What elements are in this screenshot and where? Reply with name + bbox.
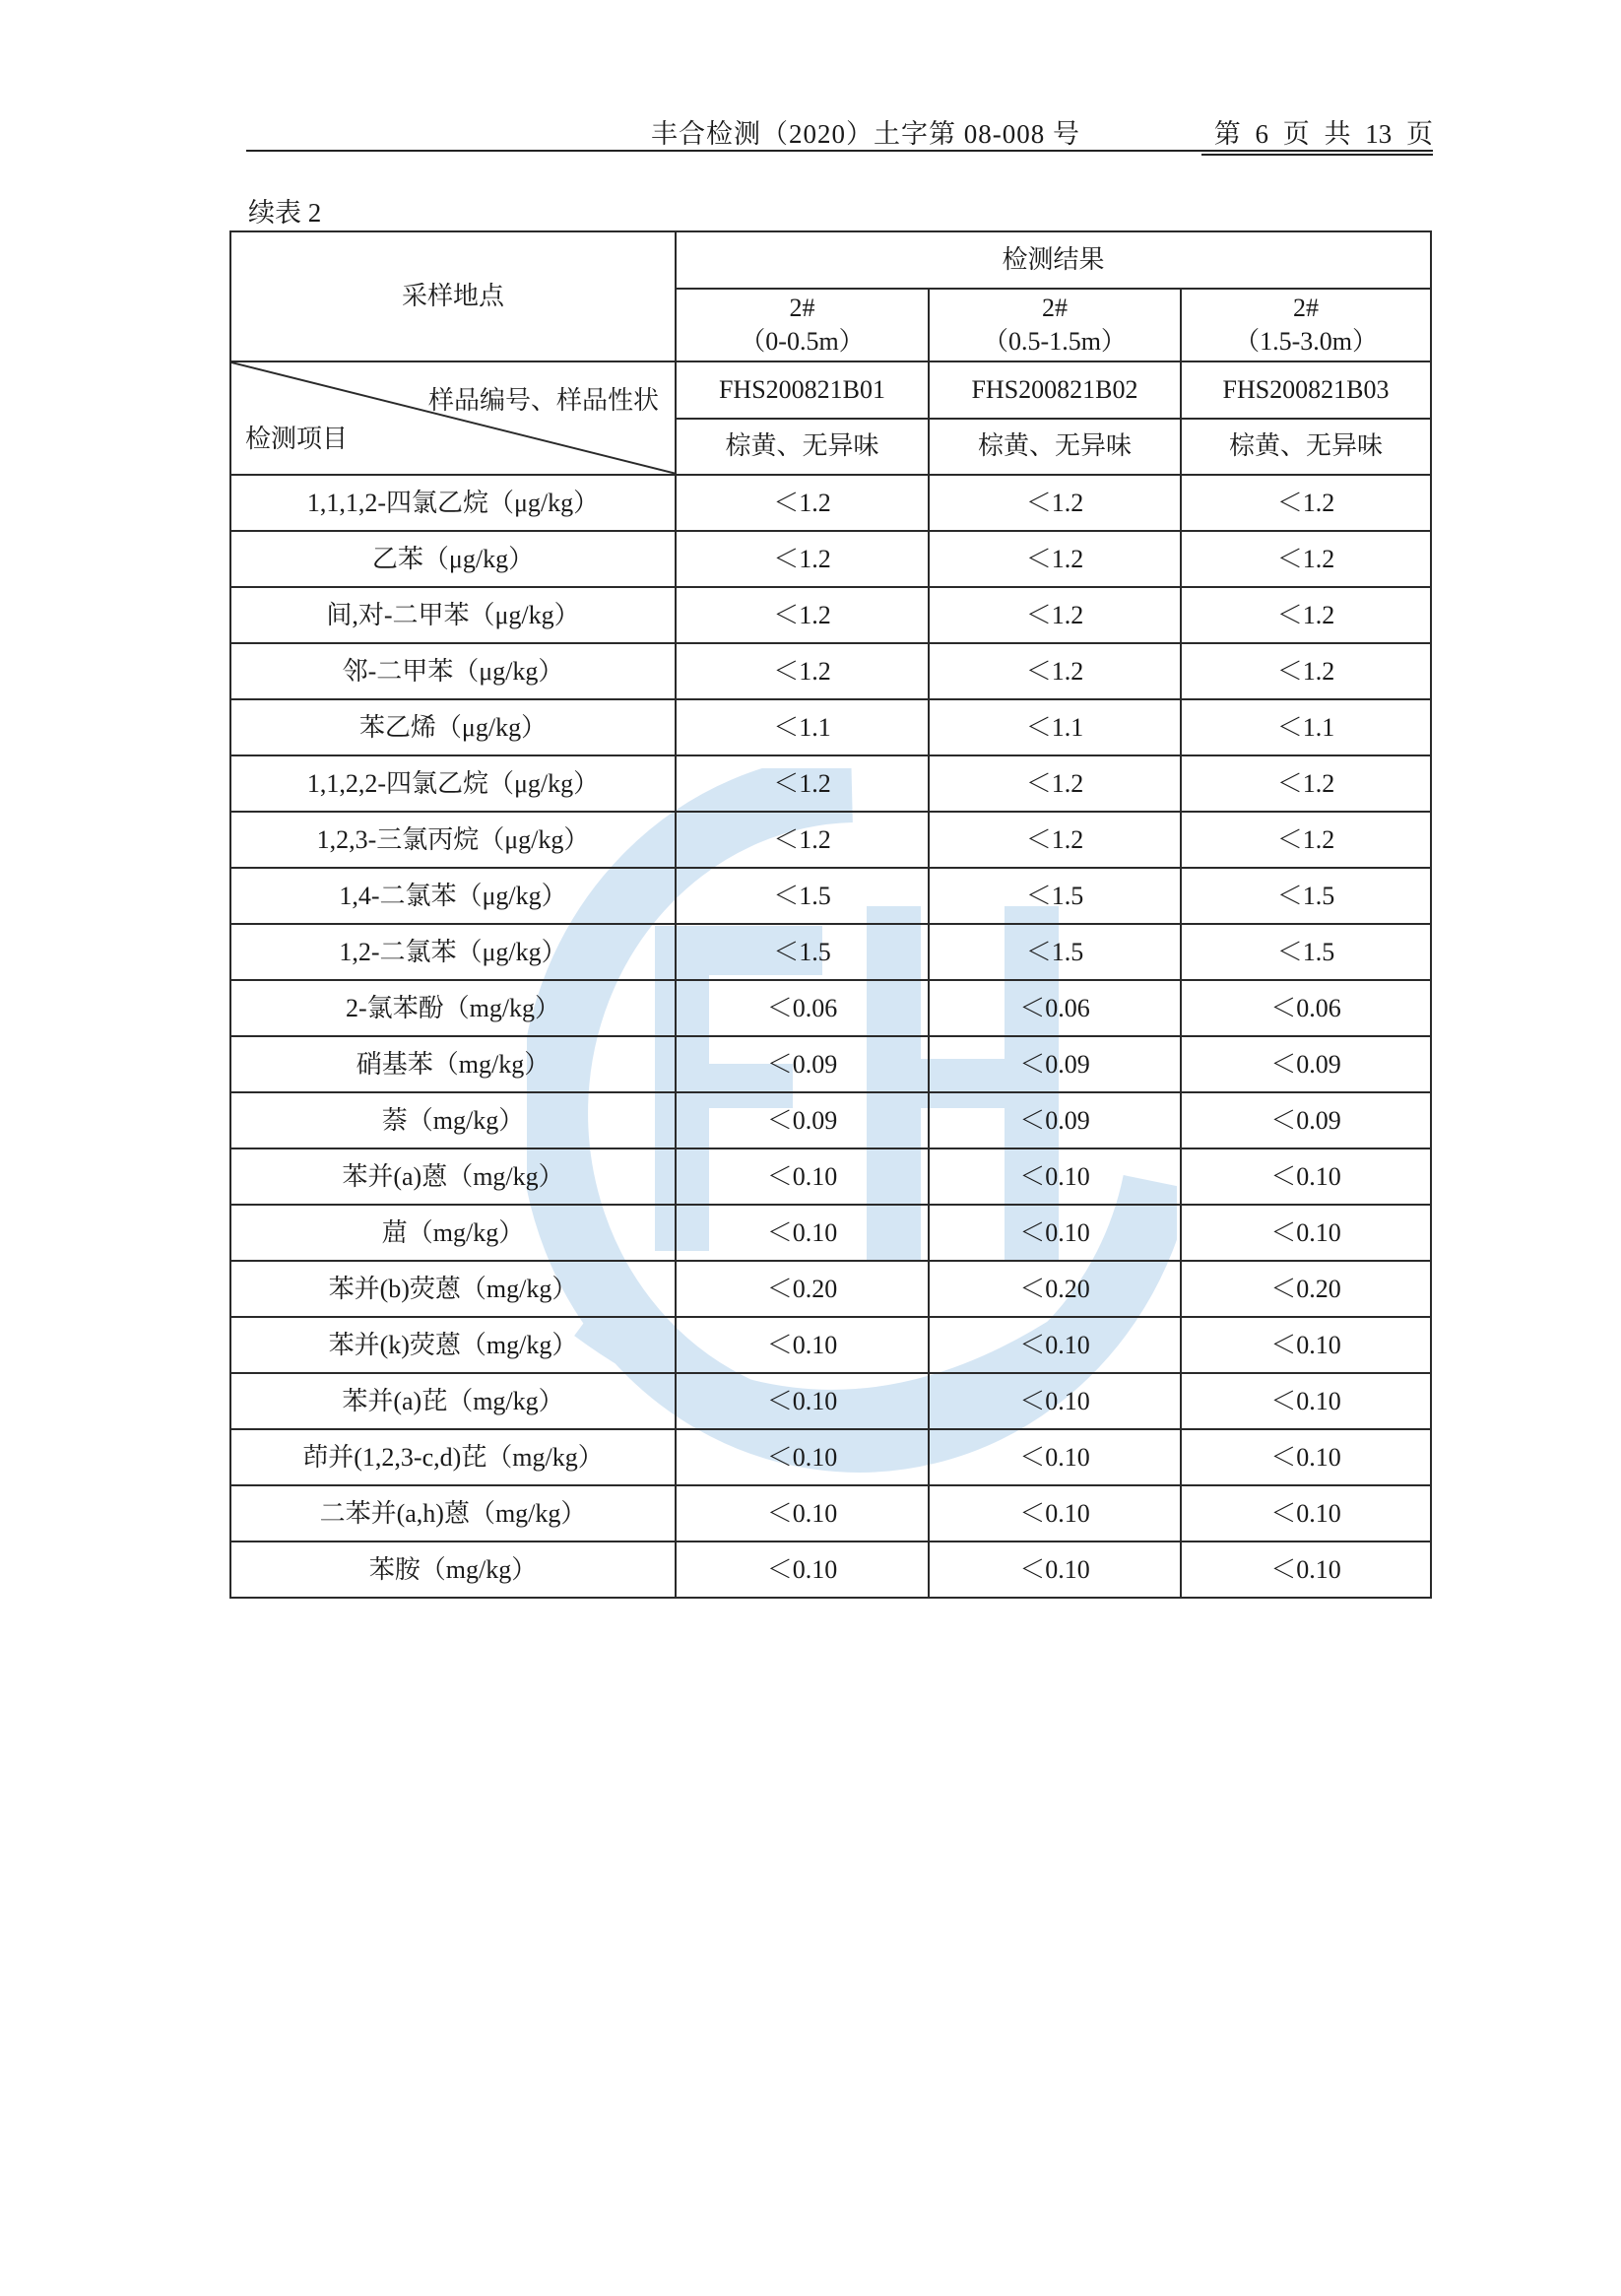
result-value-cell: ＜1.1 bbox=[929, 699, 1181, 755]
result-value-cell: ＜1.2 bbox=[929, 812, 1181, 868]
test-item-cell: 间,对-二甲苯（μg/kg） bbox=[230, 587, 676, 643]
table-row bbox=[230, 1485, 1431, 1542]
result-value-cell: ＜1.5 bbox=[929, 924, 1181, 980]
table-row bbox=[230, 812, 1431, 868]
result-value-cell: ＜1.2 bbox=[676, 475, 929, 531]
result-value-cell: ＜1.2 bbox=[1181, 587, 1431, 643]
page-info: 第 6 页 共 13 页 bbox=[1213, 119, 1433, 149]
test-item-cell: 1,2-二氯苯（μg/kg） bbox=[230, 924, 676, 980]
table-row bbox=[230, 587, 1431, 643]
result-value-cell: ＜0.10 bbox=[1181, 1205, 1431, 1261]
test-item-cell: 苯并(k)荧蒽（mg/kg） bbox=[230, 1317, 676, 1373]
sample-point: 2# bbox=[1042, 294, 1068, 322]
table-row bbox=[230, 1148, 1431, 1205]
result-value-cell: ＜1.1 bbox=[676, 699, 929, 755]
result-value-cell: ＜0.10 bbox=[1181, 1373, 1431, 1429]
test-item-cell: 苯乙烯（μg/kg） bbox=[230, 699, 676, 755]
sample-depth: （0-0.5m） bbox=[740, 327, 865, 356]
result-value-cell: ＜1.2 bbox=[929, 643, 1181, 699]
test-item-cell: 二苯并(a,h)蒽（mg/kg） bbox=[230, 1485, 676, 1542]
sample-depth: （1.5-3.0m） bbox=[1234, 327, 1378, 356]
result-value-cell: ＜0.10 bbox=[1181, 1148, 1431, 1205]
result-value-cell: ＜0.10 bbox=[1181, 1485, 1431, 1542]
test-item-cell: 乙苯（μg/kg） bbox=[230, 531, 676, 587]
sample-property-cell: 棕黄、无异味 bbox=[929, 419, 1181, 476]
table-row bbox=[230, 1373, 1431, 1429]
result-value-cell: ＜1.1 bbox=[1181, 699, 1431, 755]
table-row bbox=[230, 1205, 1431, 1261]
diagonal-header-cell bbox=[230, 361, 676, 475]
table-row bbox=[230, 1261, 1431, 1317]
result-value-cell: ＜1.2 bbox=[1181, 755, 1431, 812]
result-value-cell: ＜1.2 bbox=[676, 812, 929, 868]
result-value-cell: ＜0.10 bbox=[676, 1373, 929, 1429]
result-value-cell: ＜0.10 bbox=[676, 1485, 929, 1542]
result-value-cell: ＜0.10 bbox=[676, 1429, 929, 1485]
result-value-cell: ＜0.10 bbox=[676, 1148, 929, 1205]
table-row bbox=[230, 1542, 1431, 1598]
table-row bbox=[230, 755, 1431, 812]
result-value-cell: ＜1.2 bbox=[676, 531, 929, 587]
test-item-cell: 苯并(a)蒽（mg/kg） bbox=[230, 1148, 676, 1205]
result-value-cell: ＜0.10 bbox=[929, 1542, 1181, 1598]
result-value-cell: ＜1.2 bbox=[676, 755, 929, 812]
test-item-cell: 苯并(b)荧蒽（mg/kg） bbox=[230, 1261, 676, 1317]
test-item-cell: 邻-二甲苯（μg/kg） bbox=[230, 643, 676, 699]
result-value-cell: ＜0.09 bbox=[1181, 1036, 1431, 1092]
result-value-cell: ＜1.2 bbox=[929, 531, 1181, 587]
results-table bbox=[229, 230, 1432, 1599]
result-value-cell: ＜0.09 bbox=[929, 1036, 1181, 1092]
test-item-label: 检测项目 bbox=[245, 425, 349, 453]
results-header-cell: 检测结果 bbox=[676, 231, 1431, 289]
result-value-cell: ＜0.10 bbox=[1181, 1542, 1431, 1598]
sample-id-cell: FHS200821B01 bbox=[676, 361, 929, 419]
result-value-cell: ＜0.10 bbox=[929, 1205, 1181, 1261]
table-caption: 续表 2 bbox=[248, 198, 322, 228]
table-row bbox=[230, 699, 1431, 755]
test-item-cell: 茚并(1,2,3-c,d)芘（mg/kg） bbox=[230, 1429, 676, 1485]
test-item-cell: 苯胺（mg/kg） bbox=[230, 1542, 676, 1598]
sample-depth: （0.5-1.5m） bbox=[983, 327, 1127, 356]
table-row bbox=[230, 1036, 1431, 1092]
test-item-cell: 苯并(a)芘（mg/kg） bbox=[230, 1373, 676, 1429]
result-value-cell: ＜0.10 bbox=[676, 1205, 929, 1261]
diagonal-line bbox=[231, 362, 677, 474]
result-value-cell: ＜1.2 bbox=[676, 587, 929, 643]
sample-id-property-label: 样品编号、样品性状 bbox=[427, 386, 659, 415]
test-item-cell: 2-氯苯酚（mg/kg） bbox=[230, 980, 676, 1036]
result-value-cell: ＜1.2 bbox=[1181, 643, 1431, 699]
result-value-cell: ＜0.10 bbox=[929, 1485, 1181, 1542]
result-value-cell: ＜1.2 bbox=[1181, 812, 1431, 868]
result-value-cell: ＜0.09 bbox=[676, 1092, 929, 1148]
result-value-cell: ＜1.5 bbox=[1181, 924, 1431, 980]
result-value-cell: ＜0.10 bbox=[676, 1317, 929, 1373]
result-value-cell: ＜0.10 bbox=[929, 1317, 1181, 1373]
table-row bbox=[230, 1092, 1431, 1148]
test-item-cell: 1,1,1,2-四氯乙烷（μg/kg） bbox=[230, 475, 676, 531]
table-row bbox=[230, 531, 1431, 587]
result-value-cell: ＜0.10 bbox=[929, 1148, 1181, 1205]
test-item-cell: 硝基苯（mg/kg） bbox=[230, 1036, 676, 1092]
result-value-cell: ＜0.20 bbox=[676, 1261, 929, 1317]
page-info-underline bbox=[1201, 154, 1433, 156]
result-value-cell: ＜0.20 bbox=[1181, 1261, 1431, 1317]
sample-location-cell bbox=[1181, 289, 1431, 361]
result-value-cell: ＜0.06 bbox=[929, 980, 1181, 1036]
site-header-cell: 采样地点 bbox=[230, 231, 676, 361]
data-rows bbox=[230, 475, 1431, 1598]
result-value-cell: ＜0.10 bbox=[1181, 1429, 1431, 1485]
result-value-cell: ＜0.10 bbox=[929, 1429, 1181, 1485]
test-item-cell: 萘（mg/kg） bbox=[230, 1092, 676, 1148]
test-item-cell: 䓛（mg/kg） bbox=[230, 1205, 676, 1261]
test-item-cell: 1,4-二氯苯（μg/kg） bbox=[230, 868, 676, 924]
result-value-cell: ＜1.2 bbox=[1181, 475, 1431, 531]
sample-location-cell bbox=[929, 289, 1181, 361]
result-value-cell: ＜0.10 bbox=[929, 1373, 1181, 1429]
result-value-cell: ＜1.5 bbox=[1181, 868, 1431, 924]
result-value-cell: ＜1.5 bbox=[676, 868, 929, 924]
table-row bbox=[230, 868, 1431, 924]
table-row bbox=[230, 980, 1431, 1036]
result-value-cell: ＜0.09 bbox=[1181, 1092, 1431, 1148]
sample-property-cell: 棕黄、无异味 bbox=[676, 419, 929, 476]
table-row bbox=[230, 475, 1431, 531]
result-value-cell: ＜1.2 bbox=[929, 475, 1181, 531]
sample-property-cell: 棕黄、无异味 bbox=[1181, 419, 1431, 476]
page-header bbox=[246, 106, 1433, 152]
result-value-cell: ＜1.5 bbox=[676, 924, 929, 980]
test-item-cell: 1,2,3-三氯丙烷（μg/kg） bbox=[230, 812, 676, 868]
sample-id-cell: FHS200821B02 bbox=[929, 361, 1181, 419]
result-value-cell: ＜0.20 bbox=[929, 1261, 1181, 1317]
result-value-cell: ＜1.2 bbox=[929, 587, 1181, 643]
result-value-cell: ＜1.2 bbox=[676, 643, 929, 699]
test-item-cell: 1,1,2,2-四氯乙烷（μg/kg） bbox=[230, 755, 676, 812]
sample-id-cell: FHS200821B03 bbox=[1181, 361, 1431, 419]
result-value-cell: ＜0.06 bbox=[676, 980, 929, 1036]
sample-point: 2# bbox=[1293, 294, 1320, 322]
result-value-cell: ＜0.10 bbox=[1181, 1317, 1431, 1373]
result-value-cell: ＜0.06 bbox=[1181, 980, 1431, 1036]
table-row bbox=[230, 643, 1431, 699]
sample-location-cell bbox=[676, 289, 929, 361]
table-row bbox=[230, 1429, 1431, 1485]
report-number: 丰合检测（2020）土字第 08-008 号 bbox=[651, 119, 1080, 149]
result-value-cell: ＜1.2 bbox=[929, 755, 1181, 812]
table-row bbox=[230, 924, 1431, 980]
table-row bbox=[230, 1317, 1431, 1373]
result-value-cell: ＜0.09 bbox=[929, 1092, 1181, 1148]
result-value-cell: ＜0.09 bbox=[676, 1036, 929, 1092]
result-value-cell: ＜1.2 bbox=[1181, 531, 1431, 587]
result-value-cell: ＜0.10 bbox=[676, 1542, 929, 1598]
sample-point: 2# bbox=[789, 294, 815, 322]
result-value-cell: ＜1.5 bbox=[929, 868, 1181, 924]
